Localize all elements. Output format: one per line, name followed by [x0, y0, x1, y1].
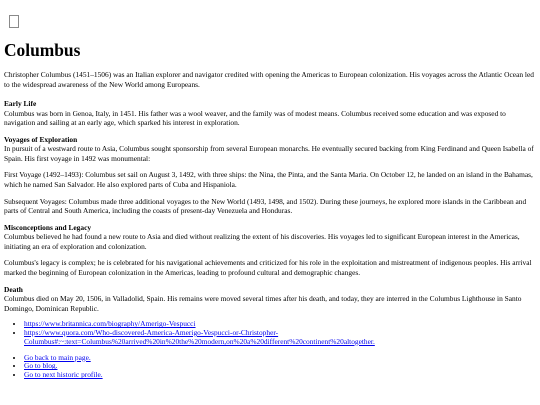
page-title: Columbus — [4, 40, 81, 60]
voyages-heading: Voyages of Exploration — [4, 134, 78, 144]
intro-paragraph: Christopher Columbus (1451–1506) was an Italian explorer and navigator credited with opening the Americas to European colonization. His voyages across the Atlantic Ocean led to the widespread awareness of the New World among Europeans. — [4, 70, 534, 89]
next-profile-link[interactable]: Go to next historic profile. — [24, 370, 103, 380]
legacy-paragraph-2: Columbus's legacy is complex; he is celebrated for his navigational achievements and criticized for his role in the exploitation and mistreatment of indigenous peoples. His arrival marked the beginning of European colonization in the Americas, leading to profound cultural and demographic changes. — [4, 258, 532, 277]
main-page-link[interactable]: Go back to main page. — [24, 352, 91, 362]
early-life-paragraph: Columbus was born in Genoa, Italy, in 1451. His father was a wool weaver, and the family was of modest means. Columbus received some education and was exposed to navigation and sailing at an early age, which sparked his interest in exploration. — [4, 108, 506, 128]
list-item — [24, 329, 536, 347]
death-heading: Death — [4, 284, 23, 294]
blog-link[interactable]: Go to blog. — [24, 361, 58, 371]
navigation-list — [4, 354, 536, 380]
first-voyage-paragraph: First Voyage (1492–1493): Columbus set sail on August 3, 1492, with three ships: the Nina, the Pinta, and the Santa Maria. On October 12, he landed on an island in the Bahamas, which he named San Salvador. He also explored parts of Cuba and Hispaniola. — [4, 170, 533, 189]
broken-image-icon — [9, 15, 19, 28]
voyages-paragraph: In pursuit of a westward route to Asia, Columbus sought sponsorship from several European monarchs. He eventually secured backing from King Ferdinand and Queen Isabella of Spain. His first voyage in 1492 was monumental: — [4, 144, 534, 163]
early-life-heading: Early Life — [4, 99, 37, 109]
legacy-heading: Misconceptions and Legacy — [4, 222, 92, 232]
legacy-paragraph: Columbus believed he had found a new route to Asia and died without realizing the extent of his discoveries. His voyages led to significant European interest in the Americas, initiating an era of exploration and colonization. — [4, 232, 520, 251]
reference-link-quora[interactable]: https://www.quora.com/Who-discovered-America-Amerigo-Vespucci-or-Christopher-Columbus#:~:text=Columbus%20arrived%20in%20the%20modern,on%20a%20different%20continent%20altogether. — [24, 327, 375, 346]
list-item — [24, 354, 536, 363]
reference-list — [4, 320, 536, 346]
death-paragraph: Columbus died on May 20, 1506, in Valladolid, Spain. His remains were moved several times after his death, and today, they are interred in the Columbus Lighthouse in Santo Domingo, Dominican Republic. — [4, 293, 522, 313]
list-item — [24, 371, 536, 380]
subsequent-voyages-paragraph: Subsequent Voyages: Columbus made three additional voyages to the New World (1493, 1498, and 1502). During these journeys, he explored more islands in the Caribbean and parts of Central and South America, including the coasts of present-day Venezuela and Honduras. — [4, 196, 527, 216]
reference-link-britannica[interactable]: https://www.britannica.com/biography/Amerigo-Vespucci — [24, 319, 196, 329]
